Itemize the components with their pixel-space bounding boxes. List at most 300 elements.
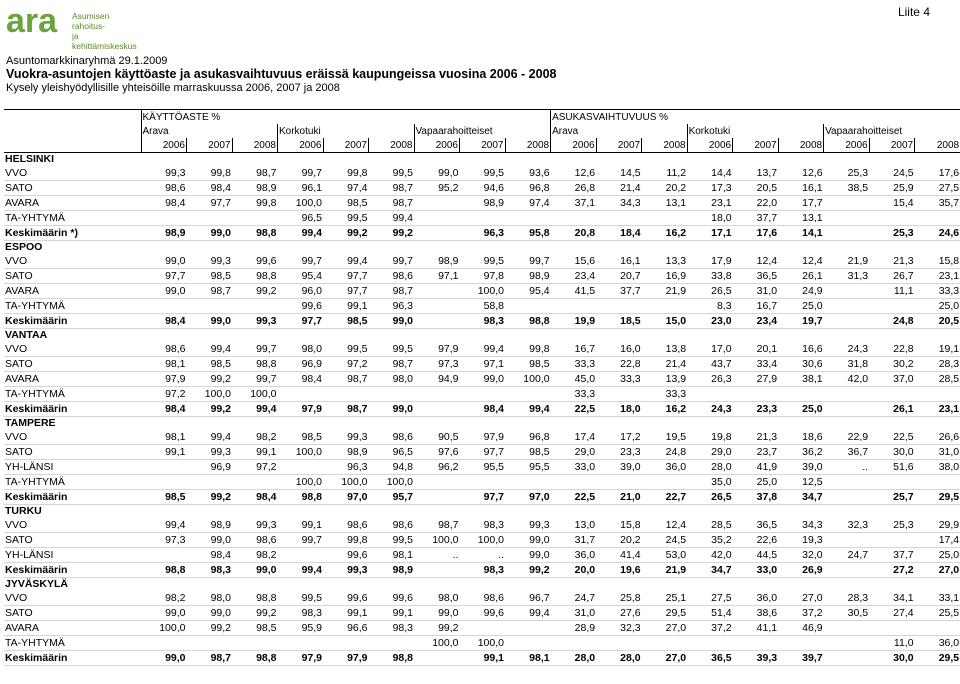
- table-cell: 100,0: [414, 533, 460, 548]
- row-label: VVO: [4, 518, 141, 533]
- table-cell: 15,4: [869, 196, 915, 211]
- table-cell: 29,5: [642, 606, 688, 621]
- year-header: 2008: [915, 138, 960, 153]
- table-cell: 32,3: [824, 518, 870, 533]
- table-cell: 13,8: [642, 342, 688, 357]
- table-cell: [460, 211, 506, 226]
- table-cell: 98,7: [232, 166, 278, 181]
- table-cell: 21,9: [642, 284, 688, 299]
- table-cell: 99,7: [369, 254, 415, 269]
- table-cell: 20,2: [642, 181, 688, 196]
- table-cell: 37,2: [778, 606, 824, 621]
- table-cell: 39,0: [778, 460, 824, 475]
- table-cell: 29,5: [915, 490, 960, 505]
- table-cell: 12,4: [733, 254, 779, 269]
- table-cell: 97,9: [323, 651, 369, 666]
- table-cell: 29,9: [915, 518, 960, 533]
- table-cell: 98,3: [460, 518, 506, 533]
- table-cell: 17,2: [596, 430, 642, 445]
- table-cell: 100,0: [369, 475, 415, 490]
- table-cell: 98,5: [232, 621, 278, 636]
- table-cell: 33,0: [551, 460, 597, 475]
- table-cell: 24,3: [824, 342, 870, 357]
- average-row: [4, 402, 960, 417]
- city-heading: VANTAA: [5, 329, 48, 341]
- table-cell: 99,7: [278, 166, 324, 181]
- year-header: 2008: [505, 138, 551, 153]
- table-cell: [596, 475, 642, 490]
- table-cell: [141, 475, 187, 490]
- table-cell: [551, 475, 597, 490]
- table-cell: 18,6: [778, 430, 824, 445]
- table-cell: 16,1: [778, 181, 824, 196]
- table-cell: 100,0: [232, 387, 278, 402]
- table-cell: 99,8: [187, 166, 233, 181]
- table-cell: 14,1: [778, 226, 824, 241]
- table-cell: 17,4: [915, 533, 960, 548]
- table-cell: [869, 387, 915, 402]
- table-cell: 28,9: [551, 621, 597, 636]
- table-cell: 98,5: [187, 269, 233, 284]
- table-cell: 25,0: [778, 299, 824, 314]
- table-cell: 97,4: [505, 196, 551, 211]
- table-cell: 98,4: [187, 181, 233, 196]
- table-cell: 99,8: [323, 166, 369, 181]
- table-cell: 23,4: [733, 314, 779, 329]
- table-cell: [915, 387, 960, 402]
- table-cell: 44,5: [733, 548, 779, 563]
- table-cell: 25,3: [869, 518, 915, 533]
- table-cell: 96,5: [278, 211, 324, 226]
- table-cell: 22,5: [551, 490, 597, 505]
- table-cell: 32,0: [778, 548, 824, 563]
- table-cell: 98,4: [141, 402, 187, 417]
- table-cell: 33,4: [733, 357, 779, 372]
- table-cell: 99,0: [141, 606, 187, 621]
- table-cell: 37,7: [869, 548, 915, 563]
- table-cell: 95,2: [414, 181, 460, 196]
- city-heading-row: [4, 505, 960, 519]
- table-cell: 58,8: [460, 299, 506, 314]
- table-cell: 99,7: [278, 254, 324, 269]
- row-label: SATO: [4, 181, 141, 196]
- table-cell: [141, 299, 187, 314]
- row-label: AVARA: [4, 621, 141, 636]
- table-cell: 94,9: [414, 372, 460, 387]
- table-cell: 99,4: [278, 226, 324, 241]
- table-row: [4, 254, 960, 269]
- table-cell: 28,3: [915, 357, 960, 372]
- table-cell: 17,4: [551, 430, 597, 445]
- table-cell: 12,5: [778, 475, 824, 490]
- table-cell: 24,7: [824, 548, 870, 563]
- table-cell: 16,1: [596, 254, 642, 269]
- table-cell: 99,3: [323, 563, 369, 578]
- row-label: TA-YHTYMÄ: [4, 636, 141, 651]
- table-cell: 21,9: [642, 563, 688, 578]
- row-label: SATO: [4, 269, 141, 284]
- table-cell: 16,7: [551, 342, 597, 357]
- table-cell: 33,0: [733, 563, 779, 578]
- table-row: [4, 606, 960, 621]
- logo-tagline-line-1: Asumisen rahoitus-: [72, 11, 110, 31]
- table-cell: [596, 387, 642, 402]
- table-cell: 99,1: [323, 606, 369, 621]
- table-cell: 98,5: [278, 430, 324, 445]
- table-cell: [187, 211, 233, 226]
- table-cell: 20,0: [551, 563, 597, 578]
- table-cell: 16,0: [596, 342, 642, 357]
- table-cell: [414, 651, 460, 666]
- table-cell: 18,5: [596, 314, 642, 329]
- ara-logo: [4, 2, 137, 51]
- city-heading: ESPOO: [5, 241, 43, 253]
- table-cell: 18,0: [596, 402, 642, 417]
- table-cell: 22,9: [824, 430, 870, 445]
- table-cell: 98,4: [141, 314, 187, 329]
- table-cell: 18,4: [596, 226, 642, 241]
- table-cell: [824, 299, 870, 314]
- table-cell: 21,3: [869, 254, 915, 269]
- table-cell: 37,7: [596, 284, 642, 299]
- table-row: [4, 430, 960, 445]
- row-label: YH-LÄNSI: [4, 460, 141, 475]
- table-cell: 98,4: [232, 490, 278, 505]
- table-cell: 11,0: [869, 636, 915, 651]
- table-cell: 38,6: [733, 606, 779, 621]
- table-cell: 35,0: [687, 475, 733, 490]
- year-header: 2006: [414, 138, 460, 153]
- table-cell: 98,2: [232, 430, 278, 445]
- average-row: [4, 651, 960, 666]
- table-cell: 99,3: [187, 445, 233, 460]
- table-cell: 98,8: [505, 314, 551, 329]
- table-cell: 98,5: [505, 445, 551, 460]
- table-cell: 14,5: [596, 166, 642, 181]
- row-label: SATO: [4, 357, 141, 372]
- table-cell: 16,7: [733, 299, 779, 314]
- meeting-info: Asuntomarkkinaryhmä 29.1.2009: [6, 55, 168, 67]
- row-label: Keskimäärin *): [4, 226, 141, 241]
- table-cell: 97,9: [414, 342, 460, 357]
- table-cell: 99,2: [414, 621, 460, 636]
- table-cell: [323, 636, 369, 651]
- table-cell: 27,0: [778, 591, 824, 606]
- table-cell: 22,6: [733, 533, 779, 548]
- table-cell: 99,2: [369, 226, 415, 241]
- table-cell: 97,7: [323, 269, 369, 284]
- table-cell: 96,7: [505, 591, 551, 606]
- table-cell: 99,2: [232, 284, 278, 299]
- table-cell: 97,9: [278, 402, 324, 417]
- row-label: VVO: [4, 342, 141, 357]
- table-cell: 99,0: [187, 314, 233, 329]
- table-cell: 37,1: [551, 196, 597, 211]
- table-cell: 96,8: [505, 430, 551, 445]
- table-cell: 96,8: [505, 181, 551, 196]
- table-cell: 95,4: [505, 284, 551, 299]
- table-cell: 27,0: [642, 621, 688, 636]
- table-cell: 19,8: [687, 430, 733, 445]
- group-header: KÄYTTÖASTE %: [141, 110, 551, 125]
- table-cell: 98,2: [141, 591, 187, 606]
- table-row: [4, 299, 960, 314]
- table-cell: 12,4: [642, 518, 688, 533]
- city-heading-row: [4, 578, 960, 592]
- table-cell: 37,0: [869, 372, 915, 387]
- table-cell: 24,5: [642, 533, 688, 548]
- table-cell: 35,7: [915, 196, 960, 211]
- table-cell: [187, 299, 233, 314]
- table-cell: 99,7: [232, 342, 278, 357]
- table-cell: 26,1: [869, 402, 915, 417]
- table-cell: 98,4: [278, 372, 324, 387]
- svg-text:ara: ara: [6, 2, 58, 40]
- table-cell: 15,0: [642, 314, 688, 329]
- table-cell: 99,2: [187, 402, 233, 417]
- table-cell: 99,3: [232, 314, 278, 329]
- table-cell: [596, 636, 642, 651]
- table-cell: 27,0: [642, 651, 688, 666]
- city-heading: TAMPERE: [5, 417, 56, 429]
- table-cell: 13,1: [778, 211, 824, 226]
- table-cell: 29,0: [687, 445, 733, 460]
- table-cell: 30,0: [869, 445, 915, 460]
- header-row-groups: [4, 110, 960, 125]
- table-cell: 99,1: [323, 299, 369, 314]
- table-cell: 97,7: [460, 490, 506, 505]
- table-cell: 37,7: [733, 211, 779, 226]
- table-cell: [824, 636, 870, 651]
- table-cell: 13,1: [642, 196, 688, 211]
- table-cell: 17,3: [687, 181, 733, 196]
- table-cell: 17,7: [778, 196, 824, 211]
- table-cell: 96,3: [369, 299, 415, 314]
- table-cell: 31,0: [733, 284, 779, 299]
- logo-tagline-line-2: ja kehittämiskeskus: [72, 31, 137, 51]
- year-header: 2006: [551, 138, 597, 153]
- table-cell: 99,1: [141, 445, 187, 460]
- table-cell: [278, 548, 324, 563]
- table-cell: 98,7: [369, 181, 415, 196]
- table-cell: 98,8: [232, 226, 278, 241]
- table-cell: ..: [414, 548, 460, 563]
- table-cell: 36,0: [642, 460, 688, 475]
- table-cell: [414, 299, 460, 314]
- table-cell: 41,4: [596, 548, 642, 563]
- average-row: [4, 490, 960, 505]
- table-cell: 97,1: [460, 357, 506, 372]
- table-cell: 26,6: [915, 430, 960, 445]
- table-cell: 98,3: [460, 563, 506, 578]
- table-cell: [505, 387, 551, 402]
- table-cell: [278, 460, 324, 475]
- table-cell: 24,9: [778, 284, 824, 299]
- table-cell: 98,9: [232, 181, 278, 196]
- table-cell: 19,3: [778, 533, 824, 548]
- table-cell: 97,4: [323, 181, 369, 196]
- table-cell: 36,0: [551, 548, 597, 563]
- row-label: TA-YHTYMÄ: [4, 211, 141, 226]
- table-cell: 13,3: [642, 254, 688, 269]
- header-corner: [4, 124, 141, 138]
- table-cell: 26,5: [687, 284, 733, 299]
- table-cell: 51,4: [687, 606, 733, 621]
- table-cell: [596, 211, 642, 226]
- table-cell: 99,5: [369, 166, 415, 181]
- table-cell: 99,0: [460, 372, 506, 387]
- row-label: YH-LÄNSI: [4, 548, 141, 563]
- table-cell: 99,2: [187, 621, 233, 636]
- table-cell: [915, 211, 960, 226]
- table-cell: 98,6: [369, 518, 415, 533]
- table-cell: 99,4: [505, 402, 551, 417]
- table-cell: 12,6: [551, 166, 597, 181]
- table-cell: 36,2: [778, 445, 824, 460]
- table-cell: [824, 226, 870, 241]
- table-cell: [642, 299, 688, 314]
- table-cell: 36,5: [733, 269, 779, 284]
- table-cell: 23,1: [915, 402, 960, 417]
- table-cell: 27,6: [596, 606, 642, 621]
- table-cell: 24,8: [869, 314, 915, 329]
- table-cell: [232, 636, 278, 651]
- table-cell: [596, 299, 642, 314]
- table-cell: 25,1: [642, 591, 688, 606]
- table-cell: 99,8: [505, 342, 551, 357]
- table-cell: 98,8: [232, 357, 278, 372]
- table-cell: 100,0: [505, 372, 551, 387]
- table-row: [4, 357, 960, 372]
- table-cell: 99,4: [369, 211, 415, 226]
- table-cell: 98,0: [414, 591, 460, 606]
- table-cell: 41,1: [733, 621, 779, 636]
- city-heading-row: [4, 417, 960, 431]
- year-header: 2007: [596, 138, 642, 153]
- table-cell: 98,9: [323, 445, 369, 460]
- table-cell: 98,6: [141, 342, 187, 357]
- table-cell: 99,5: [323, 211, 369, 226]
- attachment-label: Liite 4: [897, 5, 930, 19]
- table-cell: [505, 621, 551, 636]
- table-row: [4, 475, 960, 490]
- table-cell: 26,5: [687, 490, 733, 505]
- table-cell: 99,1: [232, 445, 278, 460]
- table-cell: 27,9: [733, 372, 779, 387]
- table-cell: 97,9: [141, 372, 187, 387]
- table-cell: 99,5: [278, 591, 324, 606]
- table-cell: 15,8: [596, 518, 642, 533]
- table-cell: 32,3: [596, 621, 642, 636]
- table-cell: 22,8: [869, 342, 915, 357]
- table-cell: 97,9: [460, 430, 506, 445]
- table-cell: 98,6: [369, 269, 415, 284]
- table-cell: 98,7: [369, 284, 415, 299]
- table-cell: 27,2: [869, 563, 915, 578]
- table-cell: 99,3: [505, 518, 551, 533]
- table-cell: 36,5: [687, 651, 733, 666]
- table-cell: 95,5: [505, 460, 551, 475]
- table-cell: 19,1: [915, 342, 960, 357]
- table-cell: 97,7: [323, 284, 369, 299]
- header-corner: [4, 110, 141, 125]
- table-cell: 97,7: [460, 445, 506, 460]
- table-cell: 94,8: [369, 460, 415, 475]
- type-header: Korkotuki: [278, 124, 415, 138]
- table-cell: 38,5: [824, 181, 870, 196]
- row-label: VVO: [4, 591, 141, 606]
- table-cell: 23,0: [687, 314, 733, 329]
- table-cell: 21,4: [642, 357, 688, 372]
- table-cell: 22,5: [869, 430, 915, 445]
- table-cell: 96,5: [369, 445, 415, 460]
- table-cell: 98,8: [278, 490, 324, 505]
- table-cell: 95,7: [369, 490, 415, 505]
- table-cell: 98,4: [187, 548, 233, 563]
- row-label: Keskimäärin: [4, 651, 141, 666]
- year-header: 2007: [323, 138, 369, 153]
- table-cell: [642, 475, 688, 490]
- row-label: Keskimäärin: [4, 490, 141, 505]
- table-cell: 100,0: [187, 387, 233, 402]
- table-cell: 98,5: [505, 357, 551, 372]
- table-cell: 36,7: [824, 445, 870, 460]
- table-cell: 96,0: [278, 284, 324, 299]
- table-cell: 26,8: [551, 181, 597, 196]
- table-cell: 99,4: [278, 563, 324, 578]
- table-cell: 22,5: [551, 402, 597, 417]
- table-cell: 99,0: [141, 254, 187, 269]
- table-cell: [460, 475, 506, 490]
- table-cell: 19,9: [551, 314, 597, 329]
- table-cell: [414, 314, 460, 329]
- table-cell: 21,4: [596, 181, 642, 196]
- table-cell: 19,7: [778, 314, 824, 329]
- table-row: [4, 518, 960, 533]
- table-cell: [414, 563, 460, 578]
- table-row: [4, 166, 960, 181]
- table-cell: 23,1: [687, 196, 733, 211]
- table-cell: 98,5: [187, 357, 233, 372]
- table-cell: 99,7: [505, 254, 551, 269]
- table-cell: 20,8: [551, 226, 597, 241]
- table-cell: 30,0: [869, 651, 915, 666]
- table-cell: [505, 299, 551, 314]
- table-cell: 35,2: [687, 533, 733, 548]
- table-cell: 98,1: [369, 548, 415, 563]
- table-cell: 99,6: [323, 591, 369, 606]
- city-heading: HELSINKI: [5, 153, 55, 165]
- table-cell: 98,9: [460, 196, 506, 211]
- table-cell: 22,7: [642, 490, 688, 505]
- table-cell: [778, 387, 824, 402]
- table-row: [4, 548, 960, 563]
- table-cell: 98,5: [141, 490, 187, 505]
- table-cell: 98,8: [232, 591, 278, 606]
- table-cell: 98,8: [369, 651, 415, 666]
- table-cell: [869, 621, 915, 636]
- table-cell: 99,0: [141, 651, 187, 666]
- table-cell: [460, 621, 506, 636]
- table-cell: 96,9: [278, 357, 324, 372]
- table-cell: [232, 299, 278, 314]
- table-cell: 98,7: [187, 284, 233, 299]
- table-cell: [915, 475, 960, 490]
- table-cell: 98,2: [232, 548, 278, 563]
- table-cell: 13,0: [551, 518, 597, 533]
- year-header: 2008: [369, 138, 415, 153]
- table-cell: 99,2: [323, 226, 369, 241]
